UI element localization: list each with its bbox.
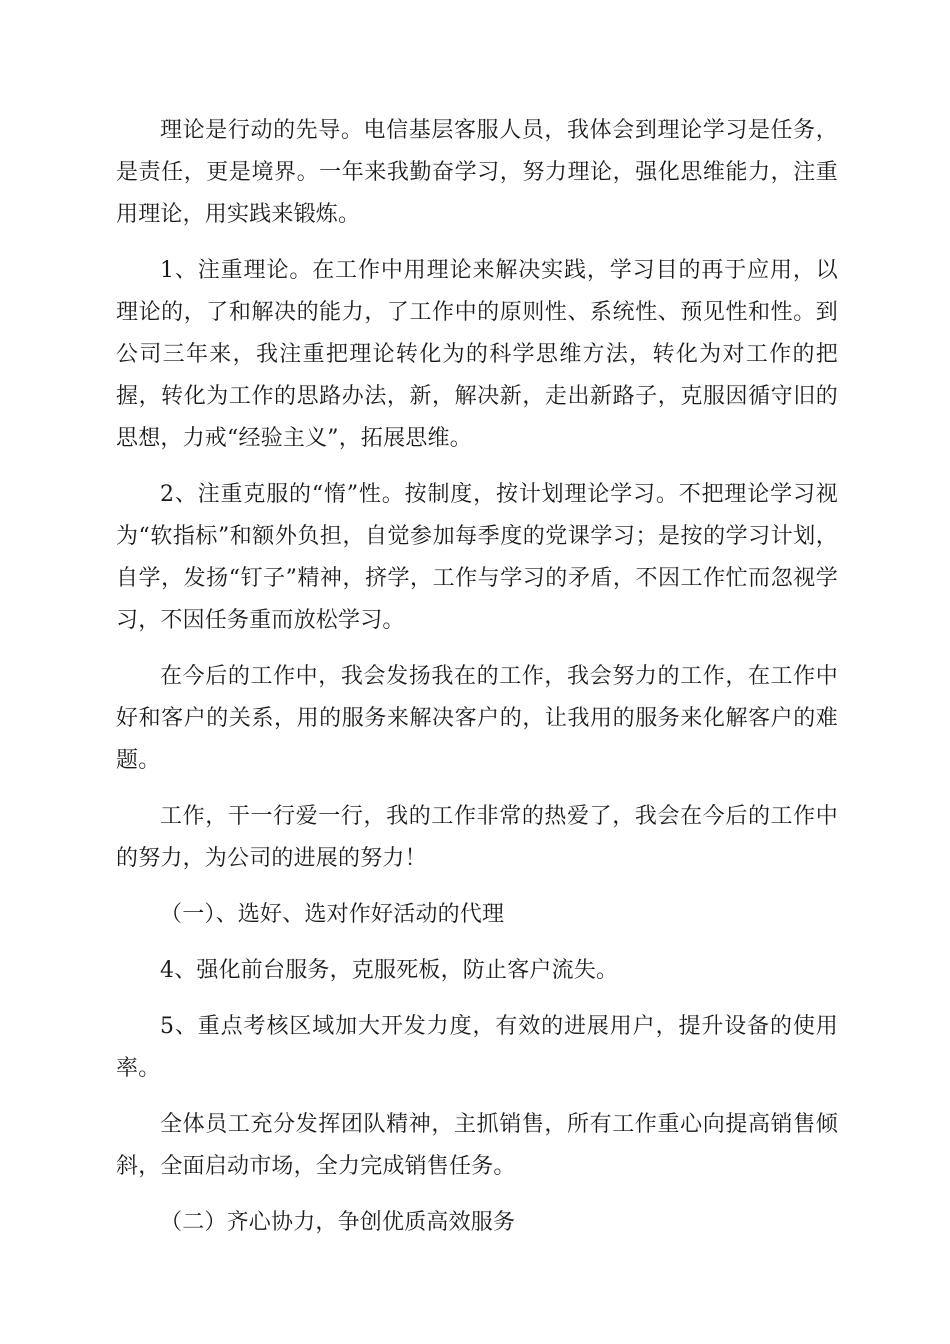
paragraph-future-work: 在今后的工作中，我会发扬我在的工作，我会努力的工作，在工作中好和客户的关系，用的服务来解决客户的，让我用的服务来化解客户的难题。 bbox=[116, 664, 838, 773]
paragraph-point-5: 5、重点考核区域加大开发力度，有效的进展用户，提升设备的使用率。 bbox=[116, 1014, 838, 1081]
paragraph-work-love: 工作，干一行爱一行，我的工作非常的热爱了，我会在今后的工作中的努力，为公司的进展的努力！ bbox=[116, 804, 838, 871]
paragraph-point-2: 2、注重克服的“惰”性。按制度，按计划理论学习。不把理论学习视为“软指标”和额外负担，自觉参加每季度的党课学习；是按的学习计划，自学，发扬“钉子”精神，挤学，工作与学习的矛盾，不因工作忙而忽视学习，不因任务重而放松学习。 bbox=[116, 482, 838, 633]
paragraph-team-spirit: 全体员工充分发挥团队精神，主抓销售，所有工作重心向提高销售倾斜，全面启动市场，全力完成销售任务。 bbox=[116, 1112, 838, 1179]
document-page bbox=[116, 110, 838, 1258]
paragraph-point-1: 1、注重理论。在工作中用理论来解决实践，学习目的再于应用，以理论的，了和解决的能力，了工作中的原则性、系统性、预见性和性。到公司三年来，我注重把理论转化为的科学思维方法，转化为对工作的把握，转化为工作的思路办法，新，解决新，走出新路子，克服因循守旧的思想，力戒“经验主义”，拓展思维。 bbox=[116, 258, 838, 451]
section-heading-1: （一）、选好、选对作好活动的代理 bbox=[160, 902, 505, 927]
paragraph-point-4: 4、强化前台服务，克服死板，防止客户流失。 bbox=[160, 958, 619, 983]
paragraph-theory-intro: 理论是行动的先导。电信基层客服人员，我体会到理论学习是任务，是责任，更是境界。一年来我勤奋学习，努力理论，强化思维能力，注重用理论，用实践来锻炼。 bbox=[116, 118, 838, 227]
section-heading-2: （二）齐心协力，争创优质高效服务 bbox=[160, 1210, 516, 1235]
